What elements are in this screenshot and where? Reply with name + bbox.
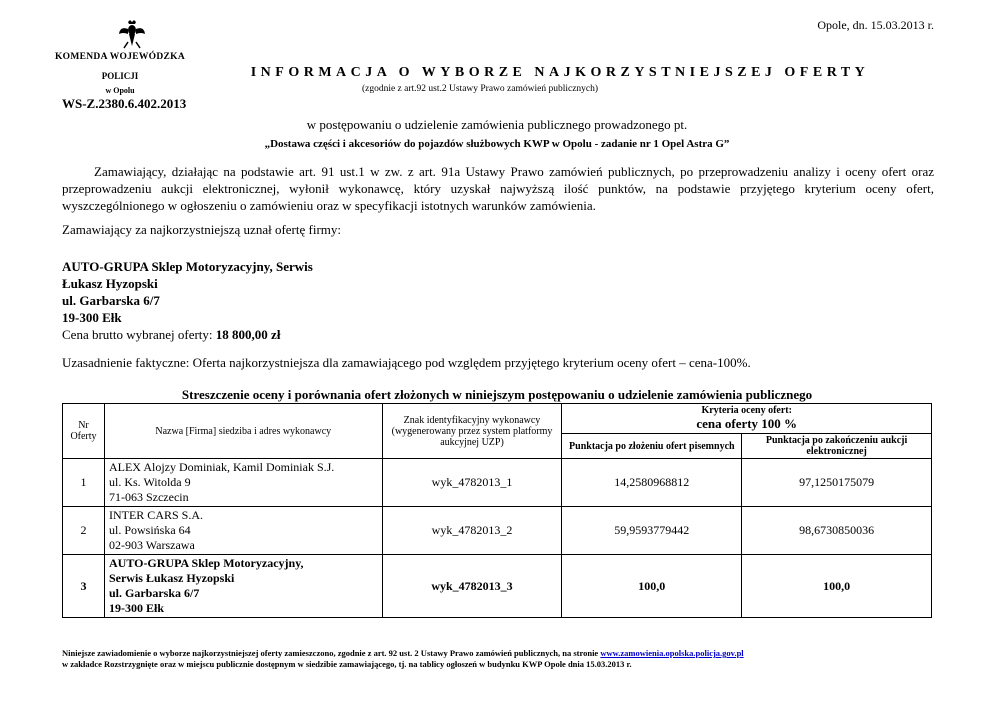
footer-text: Niniejsze zawiadomienie o wyborze najkorzystniejszej oferty zamieszczono, zgodnie z art. 92 ust. 2 Ustawy Prawo zamówień publicznych, na stronie xyxy=(62,648,601,658)
org-name: KOMENDA WOJEWÓDZKA xyxy=(54,52,186,62)
org-city: w Opolu xyxy=(105,86,135,95)
row-score-written: 14,2580968812 xyxy=(562,459,742,507)
row-score-written: 100,0 xyxy=(562,555,742,618)
row-nr: 3 xyxy=(63,555,105,618)
row-score-auction: 97,1250175079 xyxy=(742,459,932,507)
reference-number: WS-Z.2380.6.402.2013 xyxy=(62,96,187,111)
offers-table xyxy=(62,403,932,618)
row-name-line: ul. Powsińska 64 xyxy=(108,523,191,537)
document-subtitle: (zgodnie z art.92 ust.2 Ustawy Prawo zamówień publicznych) xyxy=(361,84,599,94)
eagle-emblem-icon xyxy=(118,20,146,50)
row-id: wyk_4782013_2 xyxy=(382,507,562,555)
table-title: Streszczenie oceny i porównania ofert złożonych w niniejszym postępowaniu o udzielenie zamówienia publicznego xyxy=(181,387,813,402)
row-name-line: ul. Ks. Witolda 9 xyxy=(108,475,191,489)
table-row xyxy=(63,507,932,555)
row-name xyxy=(104,507,382,555)
footer-note xyxy=(62,648,942,670)
row-name-line: Serwis Łukasz Hyzopski xyxy=(108,571,235,585)
row-name xyxy=(104,459,382,507)
header-score-auction: Punktacja po zakończeniu aukcji elektronicznej xyxy=(742,434,932,459)
row-name-line: 71-063 Szczecin xyxy=(108,490,189,504)
intro-text: w postępowaniu o udzielenie zamówienia publicznego prowadzonego pt. xyxy=(306,117,688,132)
row-name-line: ALEX Alojzy Dominiak, Kamil Dominiak S.J. xyxy=(108,460,335,474)
justification: Uzasadnienie faktyczne: Oferta najkorzystniejsza dla zamawiającego pod względem przyjętego kryterium oceny ofert – cena-100%. xyxy=(62,355,751,370)
row-name-line: ul. Garbarska 6/7 xyxy=(108,586,200,600)
criteria-main: cena oferty 100 % xyxy=(696,416,798,431)
row-name-line: 19-300 Ełk xyxy=(108,601,164,615)
winner-city: 19-300 Ełk xyxy=(62,310,122,325)
winner-owner: Łukasz Hyzopski xyxy=(62,276,158,291)
row-nr: 2 xyxy=(63,507,105,555)
winner-street: ul. Garbarska 6/7 xyxy=(62,293,160,308)
org-name-line2: POLICJI xyxy=(101,71,139,81)
footer-link[interactable]: www.zamowienia.opolska.policja.gov.pl xyxy=(600,648,744,658)
row-name-line: INTER CARS S.A. xyxy=(108,508,203,522)
header-score-written: Punktacja po złożeniu ofert pisemnych xyxy=(562,434,742,459)
winner-block xyxy=(62,258,313,343)
price-value: 18 800,00 zł xyxy=(215,327,281,342)
document-date: Opole, dn. 15.03.2013 r. xyxy=(817,18,934,32)
row-name xyxy=(104,555,382,618)
header-criteria xyxy=(562,404,932,434)
row-nr: 1 xyxy=(63,459,105,507)
winner-name: AUTO-GRUPA Sklep Motoryzacyjny, Serwis xyxy=(62,259,313,274)
row-score-auction: 100,0 xyxy=(742,555,932,618)
table-row xyxy=(63,555,932,618)
price-label: Cena brutto wybranej oferty: xyxy=(62,327,216,342)
document-title: INFORMACJA O WYBORZE NAJKORZYSTNIEJSZEJ OFERTY xyxy=(250,65,870,80)
chosen-intro: Zamawiający za najkorzystniejszą uznał ofertę firmy: xyxy=(62,222,342,237)
header-name: Nazwa [Firma] siedziba i adres wykonawcy xyxy=(104,404,382,459)
footer-text-2: w zakładce Rozstrzygnięte oraz w miejscu publicznie dostępnym w siedzibie zamawiającego, tj. na tablicy ogłoszeń w budynku KWP Opole dnia 15.03.2013 r. xyxy=(62,659,632,669)
row-score-auction: 98,6730850036 xyxy=(742,507,932,555)
row-id: wyk_4782013_1 xyxy=(382,459,562,507)
table-header-row xyxy=(63,404,932,434)
row-id: wyk_4782013_3 xyxy=(382,555,562,618)
row-score-written: 59,9593779442 xyxy=(562,507,742,555)
procurement-subject: „Dostawa części i akcesoriów do pojazdów służbowych KWP w Opolu - zadanie nr 1 Opel Astra G” xyxy=(264,138,730,150)
main-paragraph: Zamawiający, działając na podstawie art. 91 ust.1 w zw. z art. 91a Ustawy Prawo zamówień publicznych, po przeprowadzeniu analizy i oceny ofert oraz przeprowadzeniu aukcji elektronicznej, wyłonił wykonawcę, który uzyskał najwyższą ilość punktów, na podstawie przyjętego kryterium oceny ofert, wyszczególnionego w ogłoszeniu o zamówieniu oraz w specyfikacji istotnych warunków zamówienia. xyxy=(62,164,934,213)
header-nr: Nr Oferty xyxy=(63,404,105,459)
table-row xyxy=(63,459,932,507)
row-name-line: 02-903 Warszawa xyxy=(108,538,195,552)
row-name-line: AUTO-GRUPA Sklep Motoryzacyjny, xyxy=(108,556,304,570)
criteria-title: Kryteria oceny ofert: xyxy=(701,405,792,416)
header-id: Znak identyfikacyjny wykonawcy (wygenerowany przez system platformy aukcyjnej UZP) xyxy=(382,404,562,459)
